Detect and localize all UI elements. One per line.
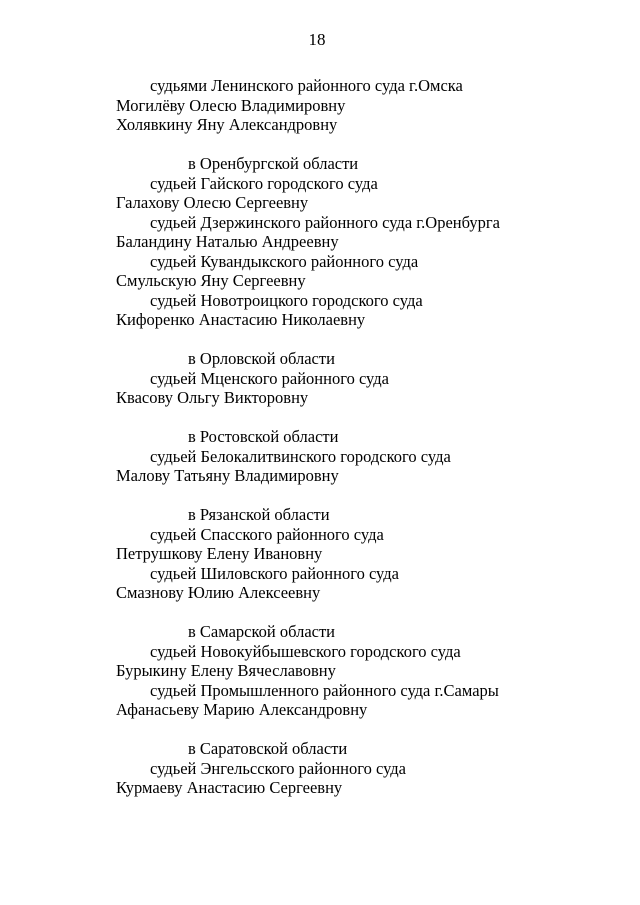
court-line: судьей Энгельсского районного суда — [150, 758, 407, 778]
person-line: Смазнову Юлию Алексеевну — [116, 583, 321, 602]
court-line: судьей Дзержинского районного суда г.Оренбурга — [150, 212, 500, 232]
court-line: судьей Новокуйбышевского городского суда — [150, 641, 461, 661]
page-number: 18 — [308, 30, 326, 49]
person-line: Бурыкину Елену Вячеславовну — [116, 661, 336, 680]
region-heading: в Оренбургской области — [188, 154, 359, 173]
region-heading: в Рязанской области — [188, 505, 330, 524]
court-line: судьей Гайского городского суда — [150, 173, 378, 193]
court-line: судьей Спасского районного суда — [150, 524, 384, 544]
region-heading: в Саратовской области — [188, 739, 348, 758]
court-line: судьей Мценского районного суда — [150, 368, 389, 388]
person-line: Галахову Олесю Сергеевну — [116, 193, 309, 212]
person-line: Могилёву Олесю Владимировну — [116, 95, 346, 115]
court-line: судьями Ленинского районного суда г.Омска — [150, 76, 463, 95]
region-block-ryazan — [116, 505, 616, 603]
person-line: Петрушкову Елену Ивановну — [116, 544, 323, 563]
region-block-samara — [116, 622, 616, 720]
person-line: Курмаеву Анастасию Сергеевну — [116, 778, 343, 797]
region-heading: в Ростовской области — [188, 427, 339, 446]
person-line: Малову Татьяну Владимировну — [116, 466, 339, 485]
person-line: Квасову Ольгу Викторовну — [116, 388, 309, 407]
region-heading: в Орловской области — [188, 349, 335, 368]
court-line: судьей Шиловского районного суда — [150, 563, 399, 583]
document-body — [116, 76, 616, 798]
region-block-rostov — [116, 427, 616, 486]
region-block-orel — [116, 349, 616, 408]
region-block-saratov — [116, 739, 616, 798]
court-line: судьей Кувандыкского районного суда — [150, 251, 419, 271]
court-line: судьей Новотроицкого городского суда — [150, 290, 423, 310]
court-line: судьей Промышленного районного суда г.Самары — [150, 680, 499, 700]
region-block-orenburg — [116, 154, 616, 330]
person-line: Кифоренко Анастасию Николаевну — [116, 310, 366, 329]
person-line: Холявкину Яну Александровну — [116, 115, 338, 134]
court-line: судьей Белокалитвинского городского суда — [150, 446, 451, 466]
person-line: Баландину Наталью Андреевну — [116, 232, 339, 251]
person-line: Смульскую Яну Сергеевну — [116, 271, 306, 290]
region-heading: в Самарской области — [188, 622, 336, 641]
first-block — [116, 76, 616, 135]
person-line: Афанасьеву Марию Александровну — [116, 700, 368, 719]
